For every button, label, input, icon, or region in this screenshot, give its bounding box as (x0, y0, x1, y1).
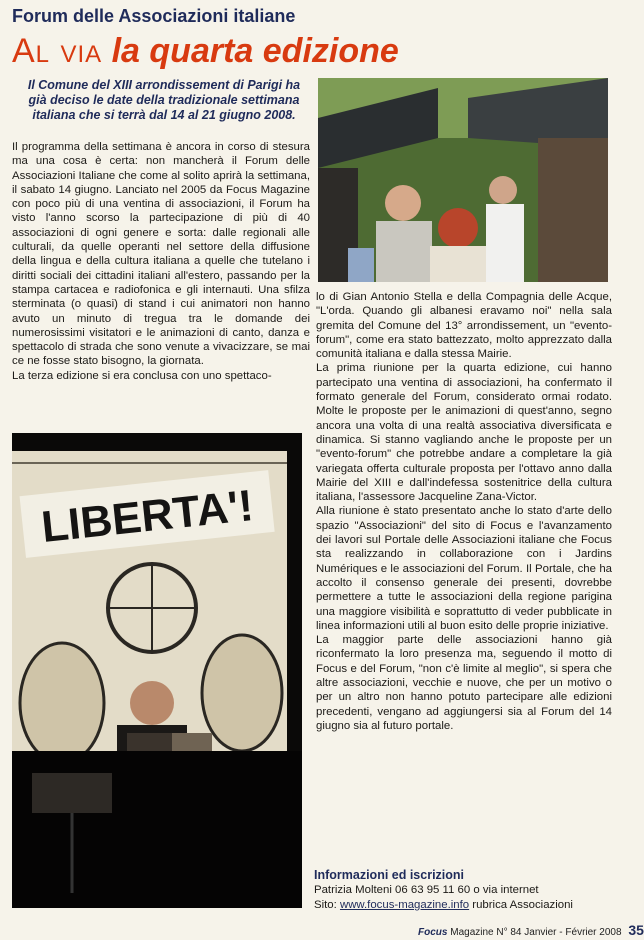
banner-text: LIBERTA'! (39, 481, 256, 552)
body-paragraph: Alla riunione è stato presentato anche lo stato d'arte dello spazio "Associazioni" del sito di Focus e l'avanzamento dei lavori sul Portale delle Associazioni italiane che Focus sta realizzando in collaborazione con i Jardins Numériques e le associazioni del Forum. Il Portale, che ha accolto il consenso generale dei presenti, dovrebbe permettere a tutte le associazioni della regione parigina una maggiore visibilità e soprattutto di veder pubblicate in linea informazioni utili al buon esito delle proprie iniziative. (316, 505, 612, 632)
info-heading: Informazioni ed iscrizioni (314, 868, 465, 882)
headline-main: la quarta edizione (111, 32, 399, 70)
page-footer (418, 922, 644, 938)
info-contact: Patrizia Molteni 06 63 95 11 60 o via internet (314, 884, 539, 896)
info-site-label: Sito: (314, 899, 337, 911)
body-paragraph: Il programma della settimana è ancora in corso di stesura ma una cosa è certa: non mancherà il Forum delle Associazioni Italiane che come al solito aprirà la settimana, il sabato 14 giugno. Lanciato nel 2005 da Focus Magazine con poco più di una ventina di associazioni, il Forum ha visto l'anno scorso la partecipazione di più di 40 associazioni di ogni genere e sorta: dalle regionali alle culturali, da quelle operanti nel settore della diffusione della lingua e della cultura italiana a quelle che tutelano i diritti sociali dei cittadini italiani all'estero, passando per la stampa cartacea e radiofonica e gli internauti. Una sfilza sterminata (o quasi) di stand i cui animatori non hanno avuto un minuto di tregua tra le domande dei numerosissimi visitatori e le animazioni di canto, danza e spettacolo di strada che sono venute a vivacizzare, se mai ce ne fosse stato bisogno, la giornata. (12, 141, 310, 368)
page-number: 35 (628, 922, 644, 938)
footer-brand: Focus (418, 927, 448, 938)
headline-prefix: Al via (12, 32, 103, 70)
article-lead: Il Comune del XIII arrondissement di Parigi ha già deciso le date della tradizionale settimana italiana che si terrà dal 14 al 21 giugno 2008. (27, 78, 301, 122)
concert-photo (12, 433, 302, 908)
article-headline (12, 32, 399, 71)
info-site-suffix: rubrica Associazioni (472, 899, 573, 911)
info-site (314, 899, 573, 911)
body-paragraph: La prima riunione per la quarta edizione, cui hanno partecipato una ventina di associazioni, ha confermato il formato generale del Forum, considerato ormai rodato. Molte le proposte per le animazioni di quest'anno, segno ancora una volta di una realtà associativa diversificata e dinamica. Si stanno vagliando anche le proposte per un "evento-forum" che potrebbe andare a completare la già variegata offerta culturale proposta per l'ottavo anno dalla Mairie del XIII e dall'indefessa sostenitrice della cultura italiana, l'assessore Jacqueline Zana-Victor. (316, 362, 612, 504)
section-kicker: Forum delle Associazioni italiane (12, 6, 296, 26)
market-photo-graphic (318, 78, 608, 282)
market-photo (318, 78, 608, 282)
body-paragraph: La maggior parte delle associazioni hanno già riconfermato la loro presenza ma, seguendo il motto di Focus e del Forum, "non c'è limite al meglio", si spera che altre associazioni, vecchie e nuove, che per un motivo o per un altro non hanno potuto partecipare alle edizioni precedenti, vengano ad aggiungersi sia al Forum del 14 giugno sia al futuro portale. (316, 634, 612, 732)
footer-issue: Magazine N° 84 Janvier - Février 2008 (450, 927, 622, 938)
concert-photo-graphic (12, 433, 302, 908)
body-paragraph: lo di Gian Antonio Stella e della Compagnia delle Acque, "L'orda. Quando gli albanesi eravamo noi" nella sala gremita del Comune del 13° arrondissement, un "evento-forum", come era stato battezzato, molto apprezzato dalla comunità italiana e dalla stessa Mairie. (316, 291, 612, 361)
body-column-left (12, 140, 310, 383)
body-column-right (316, 290, 612, 733)
site-link[interactable]: www.focus-magazine.info (339, 899, 470, 911)
body-paragraph: La terza edizione si era conclusa con uno spettaco- (12, 369, 272, 382)
